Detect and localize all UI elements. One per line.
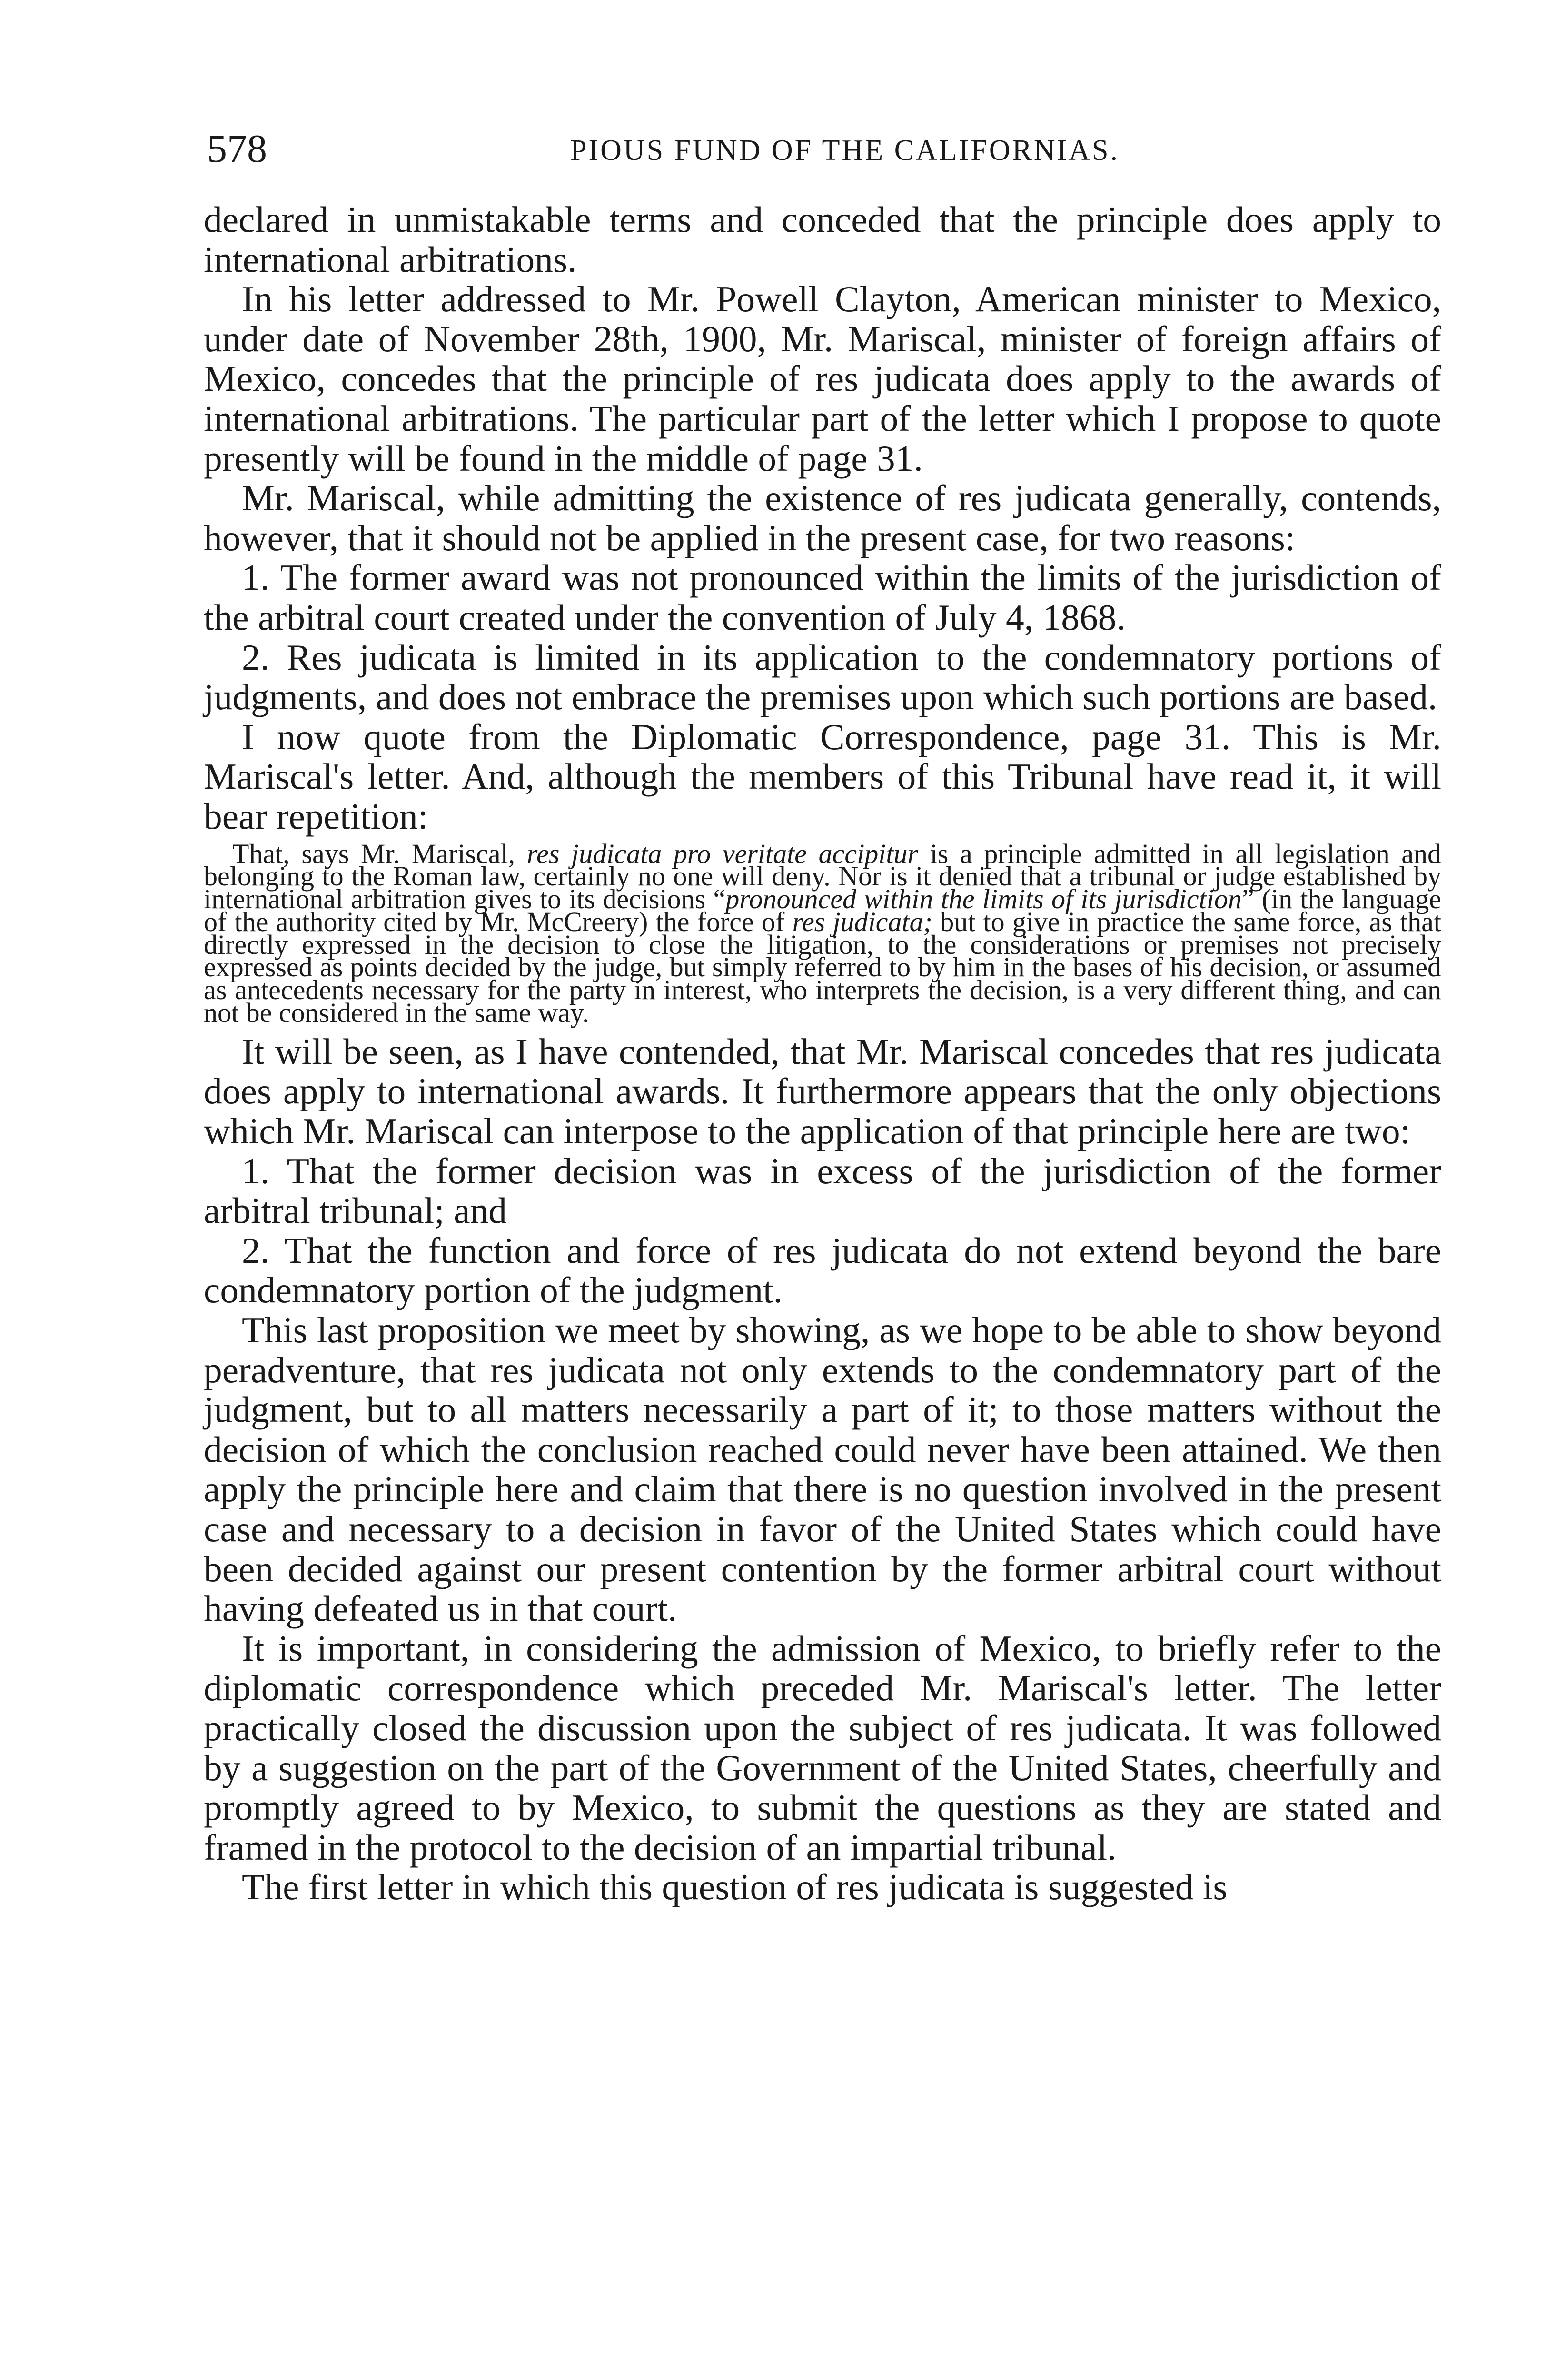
paragraph-9: 2. That the function and force of res judicata do not extend beyond the bare condemnatory portion of the judgment. xyxy=(204,1230,1441,1311)
paragraph-6: I now quote from the Diplomatic Correspondence, page 31. This is Mr. Mariscal's letter. And, although the members of this Tribunal have read it, it will bear repetition: xyxy=(204,716,1441,837)
quote-italic-1: res judicata pro veritate accipitur xyxy=(526,838,919,869)
quote-paragraph xyxy=(204,838,1441,1029)
block-quote xyxy=(204,838,1441,1029)
quote-text-3: ” (in the language of the authority cited by Mr. McCreery) the force of xyxy=(204,883,1441,937)
quote-italic-3: res judicata; xyxy=(792,906,932,937)
paragraph-12: The first letter in which this question of res judicata is suggested is xyxy=(242,1866,1228,1908)
quote-text-4: but to give in practice the same force, as that directly expressed in the decision to close the litigation, to the considerations or premises not precisely expressed as points decided by the judge, but simply referred to by him in the bases of his decision, or assumed as antecedents necessary for the party in interest, who interprets the decision, is a very different thing, and can not be considered in the same way. xyxy=(204,906,1441,1029)
page-body xyxy=(204,200,1441,1907)
paragraph-10: This last proposition we meet by showing, as we hope to be able to show beyond peradventure, that res judicata not only extends to the condemnatory part of the judgment, but to all matters necessarily a part of it; to those matters without the decision of which the conclusion reached could never have been attained. We then apply the principle here and claim that there is no question involved in the present case and necessary to a decision in favor of the United States which could have been decided against our present contention by the former arbitral court without having defeated us in that court. xyxy=(204,1309,1441,1629)
page-number: 578 xyxy=(207,127,267,171)
paragraph-7: It will be seen, as I have contended, that Mr. Mariscal concedes that res judicata does apply to international awards. It furthermore appears that the only objections which Mr. Mariscal can interpose to the application of that principle here are two: xyxy=(204,1031,1441,1152)
paragraph-2: In his letter addressed to Mr. Powell Clayton, American minister to Mexico, under date of November 28th, 1900, Mr. Mariscal, minister of foreign affairs of Mexico, concedes that the principle of res judicata does apply to the awards of international arbitrations. The particular part of the letter which I propose to quote presently will be found in the middle of page 31. xyxy=(204,278,1441,479)
page-header xyxy=(207,123,1483,175)
paragraph-1: declared in unmistakable terms and conceded that the principle does apply to international arbitrations. xyxy=(204,199,1441,280)
paragraph-11: It is important, in considering the admission of Mexico, to briefly refer to the diplomatic correspondence which preceded Mr. Mariscal's letter. The letter practically closed the discussion upon the subject of res judicata. It was followed by a suggestion on the part of the Government of the United States, cheerfully and promptly agreed to by Mexico, to submit the questions as they are stated and framed in the protocol to the decision of an impartial tribunal. xyxy=(204,1627,1441,1868)
paragraph-8: 1. That the former decision was in excess of the jurisdiction of the former arbitral tribunal; and xyxy=(204,1150,1441,1231)
quote-italic-2: pronounced within the limits of its jurisdiction xyxy=(725,883,1242,915)
paragraph-4: 1. The former award was not pronounced within the limits of the jurisdiction of the arbitral court created under the convention of July 4, 1868. xyxy=(204,557,1441,638)
paragraph-3: Mr. Mariscal, while admitting the existence of res judicata generally, contends, however, that it should not be applied in the present case, for two reasons: xyxy=(204,477,1441,558)
quote-text-2: is a principle admitted in all legislation and belonging to the Roman law, certainly no one will deny. Nor is it denied that a tribunal or judge established by international arbitration gives to its decisions “ xyxy=(204,838,1441,915)
running-title: PIOUS FUND OF THE CALIFORNIAS. xyxy=(570,134,1120,167)
paragraph-5: 2. Res judicata is limited in its application to the condemnatory portions of judgments, and does not embrace the premises upon which such portions are based. xyxy=(204,636,1441,718)
quote-text-1: That, says Mr. Mariscal, xyxy=(232,838,527,869)
